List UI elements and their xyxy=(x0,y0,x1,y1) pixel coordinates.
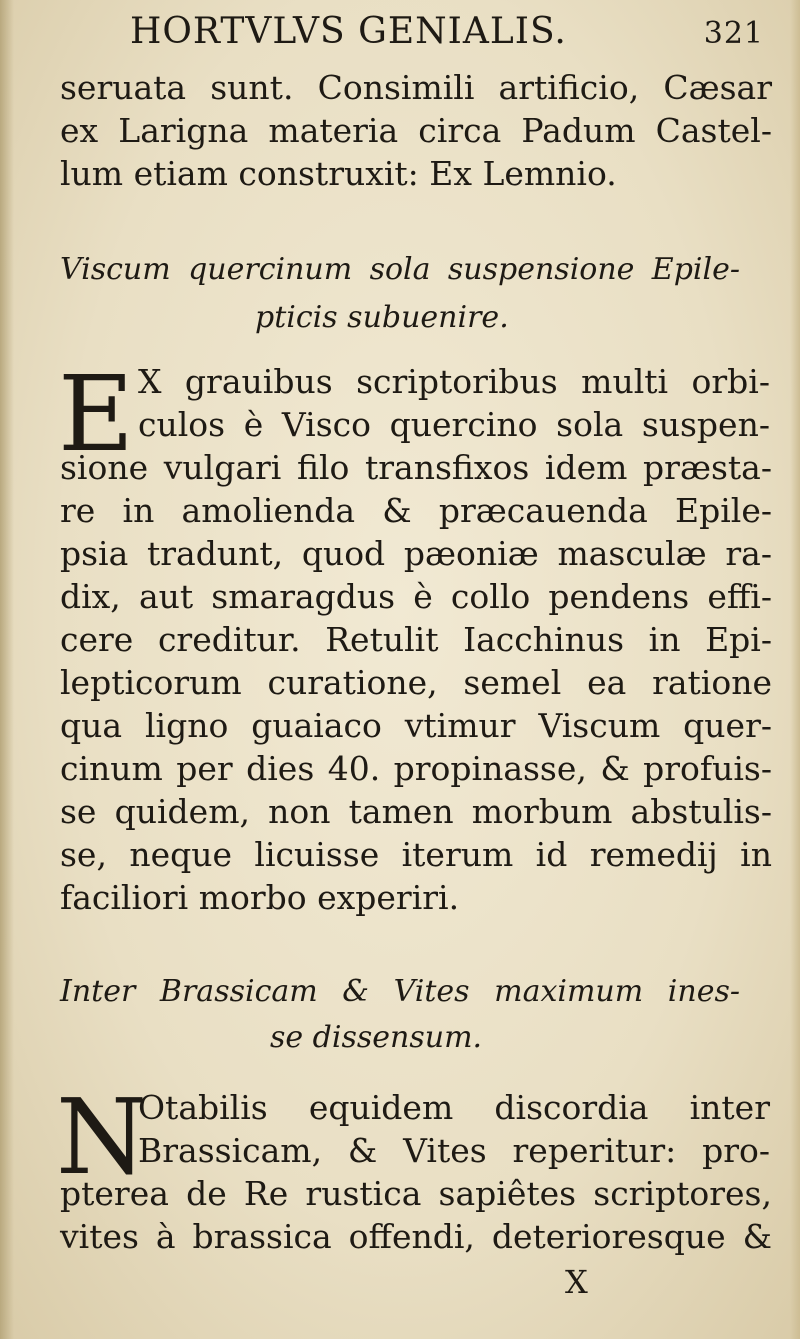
section-heading: Inter Brassicam & Vites maximum ines- xyxy=(60,974,740,1009)
section-heading: se dissensum. xyxy=(270,1020,483,1055)
section-heading: pticis subuenire. xyxy=(255,300,509,335)
text-line: qua ligno guaiaco vtimur Viscum quer- xyxy=(60,706,772,745)
section-heading: Viscum quercinum sola suspensione Epile- xyxy=(60,252,740,287)
drop-cap: N xyxy=(56,1076,147,1198)
page-number: 321 xyxy=(703,16,764,51)
text-line: Brassicam, & Vites reperitur: pro- xyxy=(138,1131,770,1170)
text-line: culos è Visco quercino sola suspen- xyxy=(138,405,770,444)
drop-cap: E xyxy=(58,353,134,475)
text-line: ex Larigna materia circa Padum Castel- xyxy=(60,111,772,150)
text-line: pterea de Re rustica sapiêtes scriptores, xyxy=(60,1174,772,1213)
text-line: se quidem, non tamen morbum abstulis- xyxy=(60,792,772,831)
text-line: lepticorum curatione, semel ea ratione xyxy=(60,663,772,702)
text-line: X grauibus scriptoribus multi orbi- xyxy=(138,362,770,401)
text-line: se, neque licuisse iterum id remedij in xyxy=(60,835,772,874)
running-title: HORTVLVS GENIALIS. xyxy=(130,11,567,52)
text-line: re in amolienda & præcauenda Epile- xyxy=(60,491,772,530)
text-line: cinum per dies 40. propinasse, & profuis- xyxy=(60,749,772,788)
text-line: cere creditur. Retulit Iacchinus in Epi- xyxy=(60,620,772,659)
text-line: Otabilis equidem discordia inter xyxy=(138,1088,770,1127)
text-line: lum etiam construxit: Ex Lemnio. xyxy=(60,154,617,193)
text-line: faciliori morbo experiri. xyxy=(60,878,460,917)
text-line: psia tradunt, quod pæoniæ masculæ ra- xyxy=(60,534,772,573)
signature-mark: X xyxy=(565,1263,588,1301)
text-line: vites à brassica offendi, deterioresque & xyxy=(60,1217,772,1256)
text-line: seruata sunt. Consimili artificio, Cæsar xyxy=(60,68,772,107)
running-header xyxy=(130,6,770,58)
text-line: dix, aut smaragdus è collo pendens effi- xyxy=(60,577,772,616)
text-line: sione vulgari filo transfixos idem præsta- xyxy=(60,448,772,487)
